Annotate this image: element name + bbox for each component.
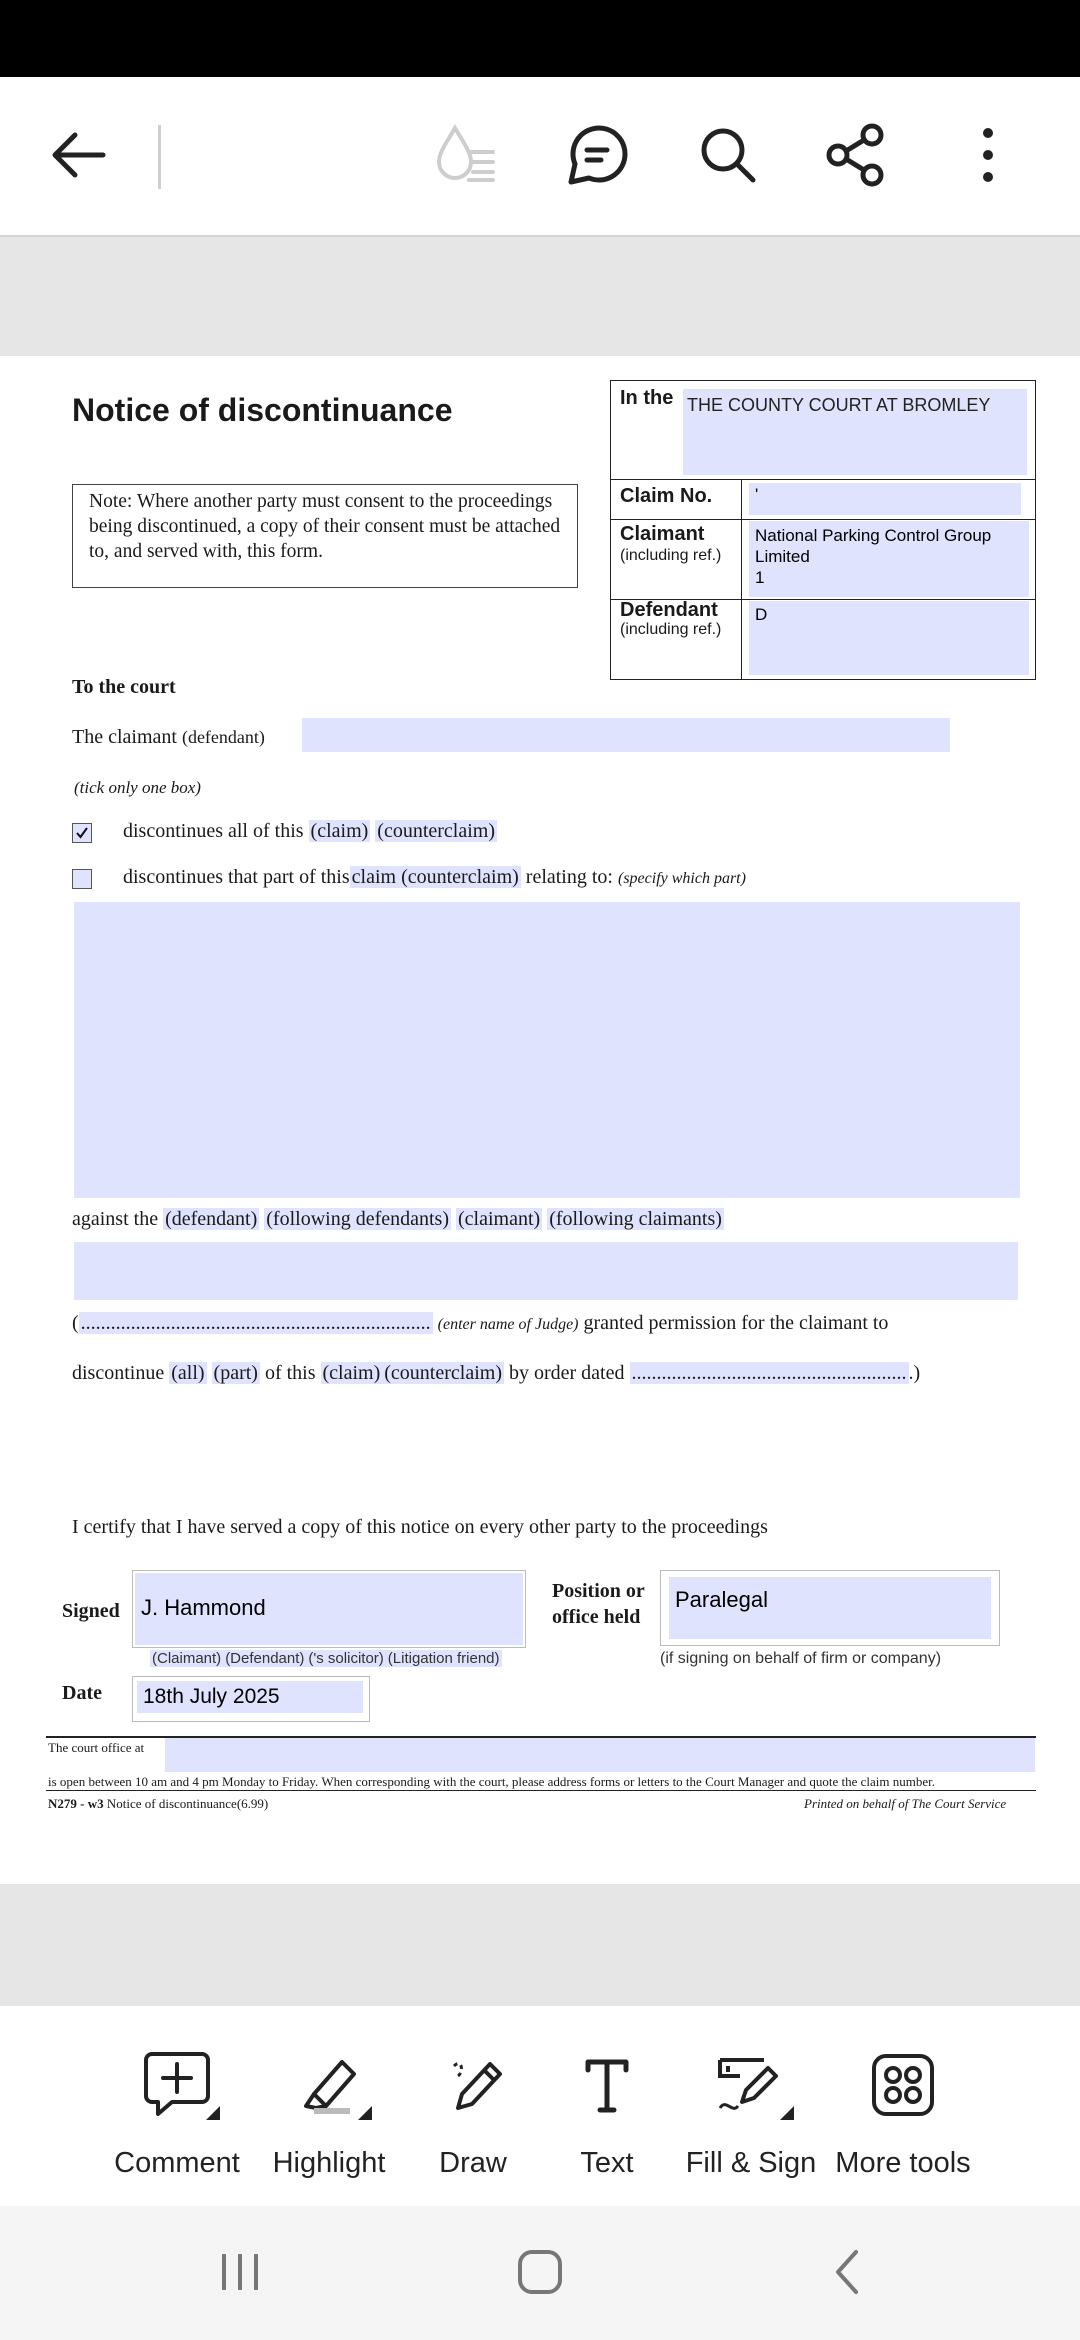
claimant-value-line2: Limited xyxy=(755,547,810,566)
judge-hint: (enter name of Judge) xyxy=(437,1316,579,1333)
position-label-line2: office held xyxy=(552,1606,641,1628)
recent-apps-icon[interactable] xyxy=(210,2246,270,2298)
tool-more-tools[interactable] xyxy=(828,2046,978,2180)
home-icon[interactable] xyxy=(510,2244,570,2300)
order-part-chip[interactable]: (part) xyxy=(213,1362,258,1384)
claimant-sub-label: (including ref.) xyxy=(620,547,722,564)
court-office-field[interactable] xyxy=(165,1738,1035,1772)
fill-sign-icon xyxy=(706,2046,796,2126)
against-the-label: against the xyxy=(72,1208,159,1230)
role-claimant-chip[interactable]: (Claimant) xyxy=(152,1650,222,1667)
position-field-box xyxy=(660,1570,1000,1646)
option-all-claim-chip[interactable]: (claim) xyxy=(310,820,369,842)
option-all-counterclaim-chip[interactable]: (counterclaim) xyxy=(377,820,496,842)
discontinue-all-checkbox[interactable] xyxy=(72,823,92,843)
grid-apps-icon xyxy=(858,2046,948,2126)
order-close-paren: .) xyxy=(908,1362,921,1384)
claimant-label: Claimant xyxy=(620,523,705,545)
court-name-field[interactable]: THE COUNTY COURT AT BROMLEY xyxy=(683,389,1027,475)
page-title: Notice of discontinuance xyxy=(72,392,453,428)
tool-fill-sign[interactable] xyxy=(676,2046,826,2180)
against-following-claimants-chip[interactable]: (following claimants) xyxy=(549,1208,722,1230)
position-label-line1: Position or xyxy=(552,1580,645,1602)
note-box xyxy=(72,484,578,588)
order-date-field[interactable]: ....................................................... xyxy=(631,1362,907,1384)
claimant-value-line1: National Parking Control Group xyxy=(755,526,992,545)
signed-field[interactable]: J. Hammond xyxy=(135,1573,523,1645)
defendant-sub-label: (including ref.) xyxy=(620,621,722,638)
footer-bottom-rule xyxy=(46,1790,1036,1791)
signed-roles xyxy=(150,1650,502,1667)
relating-to-label: relating to: xyxy=(525,866,613,888)
date-label: Date xyxy=(62,1682,102,1704)
claimant-name-field[interactable] xyxy=(302,718,950,752)
tool-text-label: Text xyxy=(580,2147,634,2179)
claimant-field[interactable] xyxy=(749,521,1029,597)
system-nav-bar xyxy=(0,2206,1080,2340)
signed-label: Signed xyxy=(62,1600,120,1622)
comment-add-icon xyxy=(132,2046,222,2126)
judge-name-field[interactable]: ...................................................................... xyxy=(80,1312,431,1334)
defendant-label: Defendant xyxy=(620,599,718,621)
order-counterclaim-chip[interactable]: (counterclaim) xyxy=(384,1362,502,1384)
back-arrow-icon[interactable] xyxy=(40,117,116,193)
judge-line xyxy=(72,1312,888,1335)
date-field[interactable]: 18th July 2025 xyxy=(137,1681,363,1713)
court-office-label: The court office at xyxy=(48,1740,145,1755)
option-part-label: discontinues that part of this xyxy=(123,866,350,888)
tick-instruction: (tick only one box) xyxy=(74,778,201,797)
order-all-chip[interactable]: (all) xyxy=(171,1362,205,1384)
against-defendant-chip[interactable]: (defendant) xyxy=(165,1208,258,1230)
tool-draw[interactable] xyxy=(398,2046,548,2180)
tool-draw-label: Draw xyxy=(439,2147,507,2179)
footer-right: Printed on behalf of The Court Service xyxy=(804,1796,1007,1811)
date-field-box xyxy=(132,1676,370,1722)
note-text: Note: Where another party must consent to the proceedings being discontinued, a copy of their consent must be attached to, and served with, this form. xyxy=(89,491,561,562)
specify-part-hint: (specify which part) xyxy=(617,870,746,887)
claim-no-row xyxy=(611,479,1035,520)
claim-no-label: Claim No. xyxy=(620,485,713,507)
case-header-table xyxy=(610,380,1036,680)
top-toolbar xyxy=(0,77,1080,237)
position-label xyxy=(552,1578,645,1630)
specify-part-textarea[interactable] xyxy=(74,902,1020,1198)
to-the-court-heading: To the court xyxy=(72,676,176,698)
document-page xyxy=(0,356,1080,1884)
footer-left xyxy=(48,1796,268,1812)
tool-highlight-label: Highlight xyxy=(272,2147,386,2179)
defendant-field[interactable]: D xyxy=(749,601,1029,675)
order-claim-chip[interactable]: (claim) xyxy=(322,1362,381,1384)
pencil-draw-icon xyxy=(428,2046,518,2126)
tool-comment[interactable] xyxy=(102,2046,252,2180)
against-following-defendants-chip[interactable]: (following defendants) xyxy=(266,1208,449,1230)
form-code: N279 - w3 xyxy=(48,1796,104,1811)
search-icon[interactable] xyxy=(690,117,766,193)
discontinue-label: discontinue xyxy=(72,1362,165,1384)
option-part-claim-chip[interactable]: claim (counterclaim) xyxy=(351,866,519,888)
status-bar xyxy=(0,0,1080,77)
court-office-hours: is open between 10 am and 4 pm Monday to Friday. When corresponding with the court, please address forms or letters to the Court Manager and quote the claim number. xyxy=(48,1774,936,1789)
tool-text[interactable] xyxy=(532,2046,682,2180)
claimant-row xyxy=(611,519,1035,600)
reading-mode-icon[interactable] xyxy=(428,117,504,193)
parties-field[interactable] xyxy=(74,1242,1018,1300)
against-the-text xyxy=(72,1208,724,1231)
in-the-label: In the xyxy=(620,387,674,409)
text-icon xyxy=(562,2046,652,2126)
form-version: Notice of discontinuance(6.99) xyxy=(106,1796,269,1811)
position-field[interactable]: Paralegal xyxy=(669,1577,991,1639)
defendant-row xyxy=(611,599,1035,679)
toolbar-divider xyxy=(158,125,161,189)
option-all-text xyxy=(123,820,497,843)
option-all-label: discontinues all of this xyxy=(123,820,304,842)
by-order-dated-label: by order dated xyxy=(508,1362,625,1384)
claimant-word: The claimant xyxy=(72,726,177,748)
against-claimant-chip[interactable]: (claimant) xyxy=(458,1208,541,1230)
judge-open-paren: ( xyxy=(72,1312,79,1334)
bottom-tool-bar xyxy=(0,2006,1080,2206)
defendant-word: (defendant) xyxy=(181,727,265,747)
claimant-value-line3: 1 xyxy=(755,568,765,587)
in-the-row xyxy=(611,381,1035,480)
highlighter-icon xyxy=(284,2046,374,2126)
comments-icon[interactable] xyxy=(558,117,634,193)
tool-fill-sign-label: Fill & Sign xyxy=(685,2147,817,2179)
tool-comment-label: Comment xyxy=(114,2147,240,2179)
share-icon[interactable] xyxy=(818,117,894,193)
of-this-label: of this xyxy=(264,1362,316,1384)
position-note: (if signing on behalf of firm or company) xyxy=(660,1650,942,1667)
signed-field-box xyxy=(132,1570,526,1648)
more-vertical-icon[interactable] xyxy=(950,117,1026,193)
judge-permission-text: granted permission for the claimant to xyxy=(583,1312,889,1334)
order-line xyxy=(72,1362,920,1385)
tool-highlight[interactable] xyxy=(254,2046,404,2180)
option-part-text xyxy=(123,866,746,889)
role-defendant-chip[interactable]: (Defendant) xyxy=(225,1650,305,1667)
certify-statement: I certify that I have served a copy of this notice on every other party to the proceedings xyxy=(72,1516,768,1538)
discontinue-part-checkbox[interactable] xyxy=(72,869,92,889)
tool-more-tools-label: More tools xyxy=(835,2147,971,2179)
the-claimant-text xyxy=(72,726,265,749)
role-solicitor-chip[interactable]: ('s solicitor) xyxy=(308,1650,384,1667)
claim-no-field[interactable]: ' xyxy=(749,483,1021,515)
nav-back-icon[interactable] xyxy=(820,2244,880,2300)
role-litigation-chip[interactable]: (Litigation friend) xyxy=(387,1650,500,1667)
